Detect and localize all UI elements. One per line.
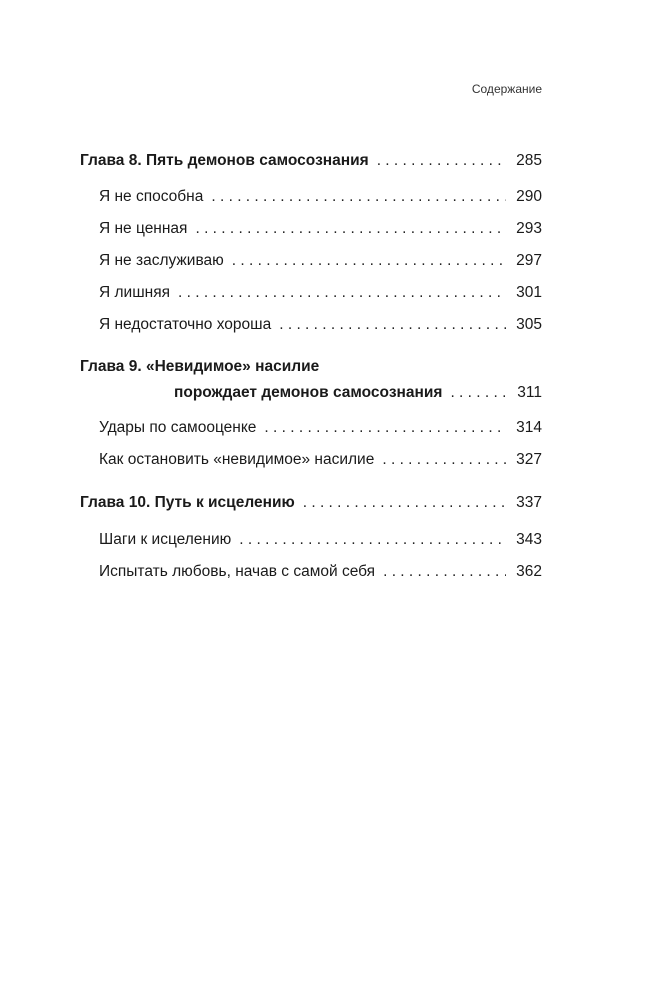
running-head: Содержание: [471, 82, 542, 96]
dot-leader: [279, 313, 506, 337]
toc-entry-title: Глава 8. Пять демонов самосознания: [80, 152, 369, 169]
toc-chapter-9-title-line1[interactable]: Глава 9. «Невидимое» насилие: [80, 358, 320, 375]
toc-entry-title: Глава 10. Путь к исцелению: [80, 494, 295, 511]
toc-entry[interactable]: [99, 313, 542, 337]
dot-leader: [303, 491, 506, 515]
toc-page-number: 327: [516, 451, 542, 468]
toc-page-number: 362: [516, 563, 542, 580]
toc-entry-title: Шаги к исцелению: [99, 531, 232, 548]
toc-entry[interactable]: [99, 217, 542, 241]
dot-leader: [239, 528, 506, 552]
toc-page-number: 337: [516, 494, 542, 511]
dot-leader: [264, 416, 506, 440]
toc-entry-chapter-9[interactable]: [174, 381, 542, 405]
toc-entry[interactable]: [99, 249, 542, 273]
toc-entry-title: Я не заслуживаю: [99, 252, 224, 269]
dot-leader: [211, 185, 506, 209]
dot-leader: [383, 560, 506, 584]
dot-leader: [450, 381, 506, 405]
dot-leader: [382, 448, 506, 472]
dot-leader: [377, 149, 506, 173]
toc-entry-chapter-10[interactable]: [80, 491, 542, 515]
toc-page-number: 343: [516, 531, 542, 548]
toc-entry[interactable]: [99, 560, 542, 584]
toc-entry-chapter-8[interactable]: [80, 149, 542, 173]
toc-entry-title: Я не способна: [99, 188, 204, 205]
toc-entry-title: порождает демонов самосознания: [174, 384, 443, 401]
toc-entry[interactable]: [99, 185, 542, 209]
toc-entry-title: Я недостаточно хороша: [99, 316, 272, 333]
toc-entry[interactable]: [99, 448, 542, 472]
toc-page-number: 314: [516, 419, 542, 436]
toc-page-number: 297: [516, 252, 542, 269]
toc-entry-title: Как остановить «невидимое» насилие: [99, 451, 375, 468]
toc-entry[interactable]: [99, 416, 542, 440]
toc-page-number: 301: [516, 284, 542, 301]
toc-page-number: 305: [516, 316, 542, 333]
toc-page-number: 285: [516, 152, 542, 169]
toc-entry-title: Я лишняя: [99, 284, 170, 301]
dot-leader: [195, 217, 506, 241]
toc-page-number: 311: [517, 384, 542, 401]
toc-entry-title: Испытать любовь, начав с самой себя: [99, 563, 376, 580]
toc-entry[interactable]: [99, 528, 542, 552]
toc-entry-title: Удары по самооценке: [99, 419, 257, 436]
dot-leader: [178, 281, 506, 305]
toc-entry[interactable]: [99, 281, 542, 305]
dot-leader: [232, 249, 506, 273]
toc-page-number: 290: [516, 188, 542, 205]
toc-entry-title: Я не ценная: [99, 220, 188, 237]
toc-page-number: 293: [516, 220, 542, 237]
